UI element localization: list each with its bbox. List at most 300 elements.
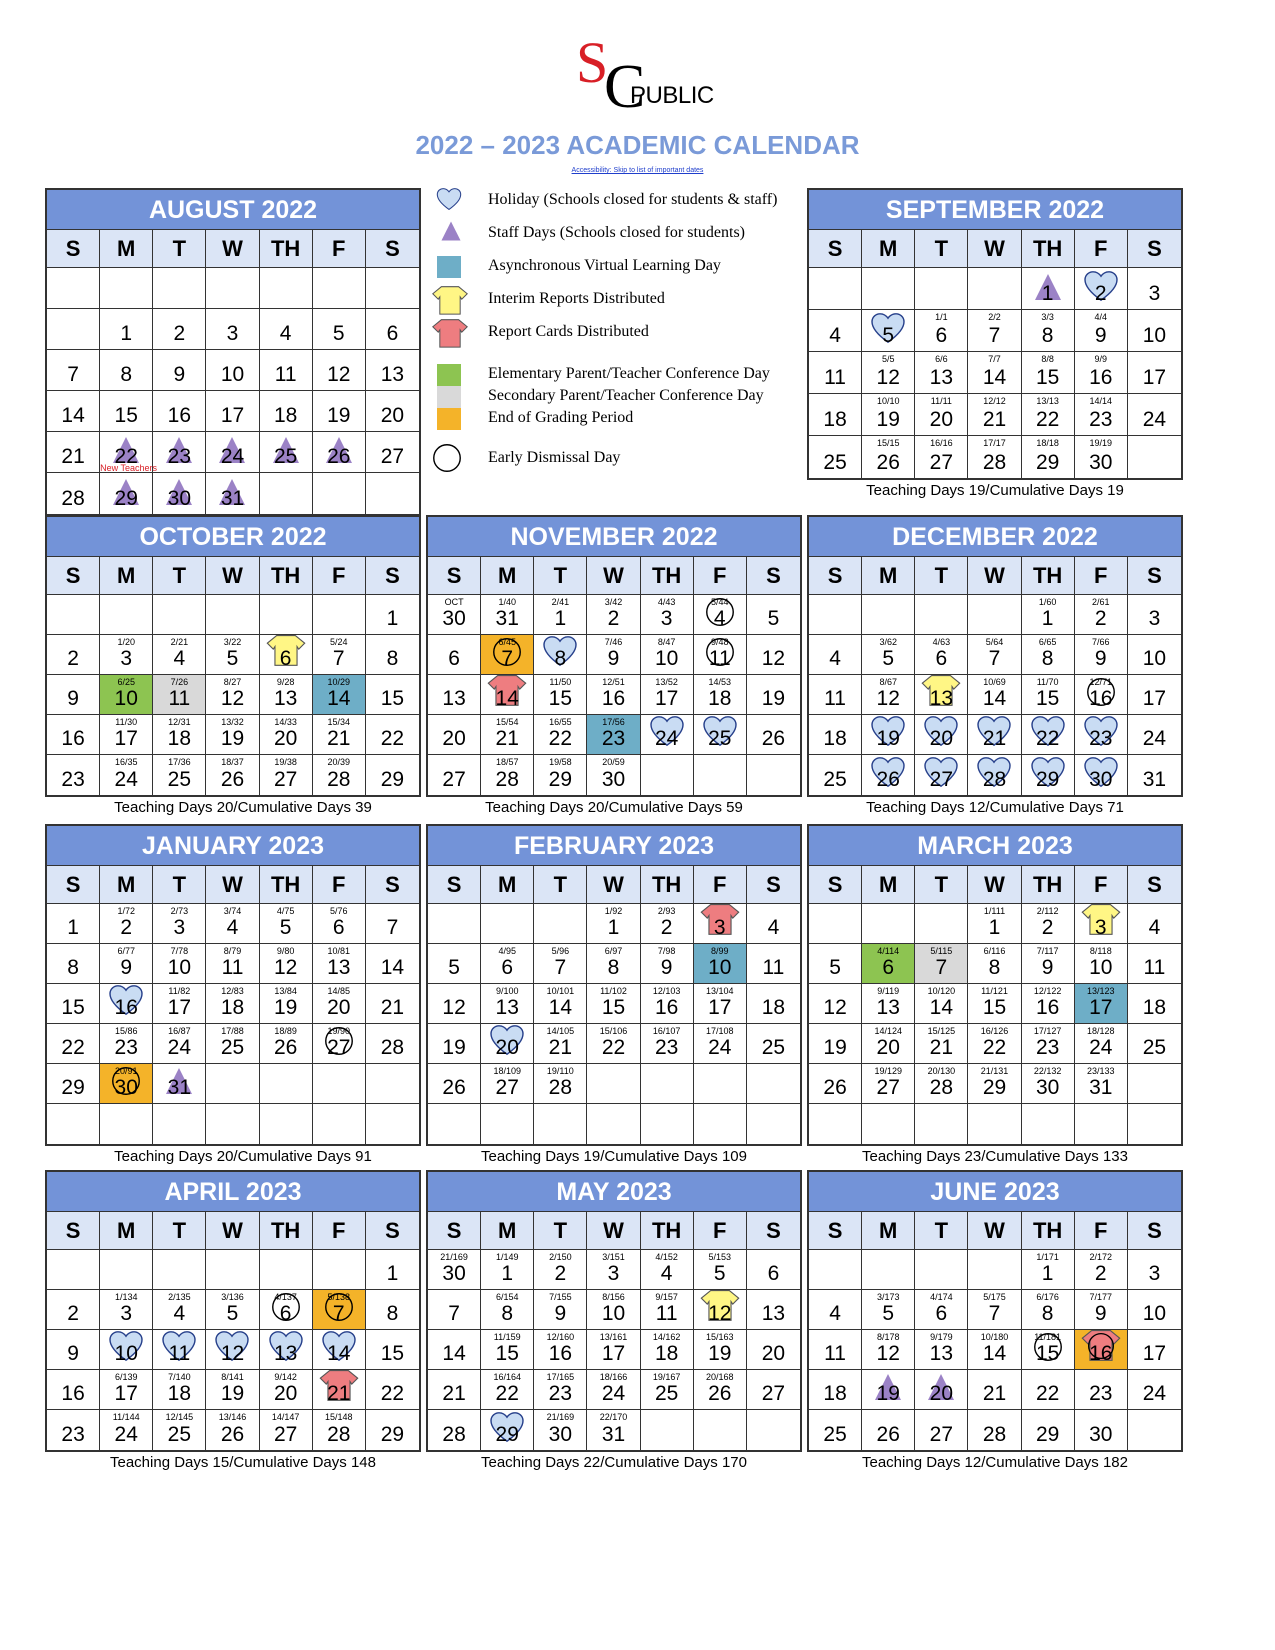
day-cell[interactable]: [1128, 1290, 1181, 1330]
day-cell[interactable]: [534, 1290, 587, 1330]
day-cell[interactable]: [100, 1330, 153, 1370]
day-cell[interactable]: [968, 352, 1021, 394]
day-cell[interactable]: [100, 715, 153, 755]
day-cell[interactable]: [1128, 944, 1181, 984]
day-cell[interactable]: [366, 904, 419, 944]
day-cell[interactable]: [206, 675, 259, 715]
day-cell[interactable]: [313, 432, 366, 473]
day-cell[interactable]: [1022, 352, 1075, 394]
day-cell[interactable]: [313, 1370, 366, 1410]
day-cell[interactable]: [366, 1250, 419, 1290]
day-cell[interactable]: [968, 1064, 1021, 1104]
day-cell[interactable]: [694, 944, 747, 984]
day-cell[interactable]: [366, 675, 419, 715]
day-cell[interactable]: [915, 1064, 968, 1104]
day-cell[interactable]: [968, 1024, 1021, 1064]
day-cell[interactable]: [968, 1290, 1021, 1330]
day-cell[interactable]: [641, 984, 694, 1024]
day-cell[interactable]: [1075, 635, 1128, 675]
day-cell[interactable]: [481, 595, 534, 635]
day-cell[interactable]: [915, 635, 968, 675]
day-cell[interactable]: [1128, 984, 1181, 1024]
day-cell[interactable]: [47, 635, 100, 675]
day-cell[interactable]: [809, 1410, 862, 1450]
day-cell[interactable]: [366, 1290, 419, 1330]
day-cell[interactable]: [260, 944, 313, 984]
day-cell[interactable]: [366, 944, 419, 984]
day-cell[interactable]: [100, 350, 153, 391]
day-cell[interactable]: [1075, 352, 1128, 394]
day-cell[interactable]: [1022, 1250, 1075, 1290]
day-cell[interactable]: [747, 635, 800, 675]
day-cell[interactable]: [694, 1330, 747, 1370]
day-cell[interactable]: [915, 1290, 968, 1330]
day-cell[interactable]: [481, 715, 534, 755]
day-cell[interactable]: [1075, 310, 1128, 352]
day-cell[interactable]: [862, 944, 915, 984]
day-cell[interactable]: [1022, 436, 1075, 478]
day-cell[interactable]: [260, 1024, 313, 1064]
day-cell[interactable]: [313, 350, 366, 391]
day-cell[interactable]: [862, 755, 915, 795]
day-cell[interactable]: [47, 391, 100, 432]
day-cell[interactable]: [481, 1330, 534, 1370]
day-cell[interactable]: [1075, 984, 1128, 1024]
day-cell[interactable]: [481, 984, 534, 1024]
day-cell[interactable]: [260, 1330, 313, 1370]
day-cell[interactable]: [587, 1330, 640, 1370]
day-cell[interactable]: [1022, 635, 1075, 675]
day-cell[interactable]: [862, 1330, 915, 1370]
day-cell[interactable]: [1022, 394, 1075, 436]
day-cell[interactable]: [968, 984, 1021, 1024]
day-cell[interactable]: [206, 391, 259, 432]
day-cell[interactable]: [313, 1290, 366, 1330]
day-cell[interactable]: [206, 309, 259, 350]
day-cell[interactable]: [206, 1370, 259, 1410]
day-cell[interactable]: [428, 1064, 481, 1104]
day-cell[interactable]: [153, 1370, 206, 1410]
day-cell[interactable]: [313, 391, 366, 432]
day-cell[interactable]: [481, 1290, 534, 1330]
day-cell[interactable]: [809, 635, 862, 675]
day-cell[interactable]: [809, 1370, 862, 1410]
day-cell[interactable]: [1075, 1290, 1128, 1330]
day-cell[interactable]: [694, 904, 747, 944]
day-cell[interactable]: [366, 1370, 419, 1410]
day-cell[interactable]: [534, 944, 587, 984]
day-cell[interactable]: [1022, 1410, 1075, 1450]
day-cell[interactable]: [260, 350, 313, 391]
day-cell[interactable]: [862, 1024, 915, 1064]
day-cell[interactable]: [206, 350, 259, 391]
day-cell[interactable]: [428, 595, 481, 635]
day-cell[interactable]: [534, 635, 587, 675]
day-cell[interactable]: [1022, 984, 1075, 1024]
day-cell[interactable]: [153, 675, 206, 715]
day-cell[interactable]: [862, 984, 915, 1024]
day-cell[interactable]: [862, 675, 915, 715]
day-cell[interactable]: [809, 310, 862, 352]
day-cell[interactable]: [1128, 1250, 1181, 1290]
day-cell[interactable]: [428, 1370, 481, 1410]
day-cell[interactable]: [100, 1410, 153, 1450]
day-cell[interactable]: [915, 394, 968, 436]
day-cell[interactable]: [862, 310, 915, 352]
day-cell[interactable]: [313, 1024, 366, 1064]
day-cell[interactable]: [206, 635, 259, 675]
day-cell[interactable]: [313, 715, 366, 755]
day-cell[interactable]: [100, 1064, 153, 1104]
day-cell[interactable]: [260, 904, 313, 944]
day-cell[interactable]: [862, 352, 915, 394]
day-cell[interactable]: [641, 1250, 694, 1290]
day-cell[interactable]: [1128, 635, 1181, 675]
day-cell[interactable]: [153, 755, 206, 795]
day-cell[interactable]: [366, 1024, 419, 1064]
day-cell[interactable]: [747, 904, 800, 944]
day-cell[interactable]: [481, 1064, 534, 1104]
day-cell[interactable]: [47, 1370, 100, 1410]
day-cell[interactable]: [153, 635, 206, 675]
day-cell[interactable]: [1022, 715, 1075, 755]
day-cell[interactable]: [587, 904, 640, 944]
day-cell[interactable]: [968, 310, 1021, 352]
day-cell[interactable]: [313, 904, 366, 944]
day-cell[interactable]: [641, 675, 694, 715]
accessibility-link[interactable]: Accessibility: Skip to list of important dates: [571, 167, 704, 174]
day-cell[interactable]: [481, 1410, 534, 1450]
day-cell[interactable]: [206, 755, 259, 795]
day-cell[interactable]: [809, 436, 862, 478]
day-cell[interactable]: [915, 1410, 968, 1450]
day-cell[interactable]: [153, 1024, 206, 1064]
day-cell[interactable]: [641, 595, 694, 635]
day-cell[interactable]: [366, 715, 419, 755]
day-cell[interactable]: [809, 1330, 862, 1370]
day-cell[interactable]: [1075, 394, 1128, 436]
day-cell[interactable]: [862, 394, 915, 436]
day-cell[interactable]: [481, 944, 534, 984]
day-cell[interactable]: [153, 715, 206, 755]
day-cell[interactable]: [915, 944, 968, 984]
day-cell[interactable]: [1022, 595, 1075, 635]
day-cell[interactable]: [1022, 1290, 1075, 1330]
day-cell[interactable]: [100, 473, 153, 514]
day-cell[interactable]: [809, 1024, 862, 1064]
day-cell[interactable]: [100, 984, 153, 1024]
day-cell[interactable]: [534, 715, 587, 755]
day-cell[interactable]: [862, 436, 915, 478]
day-cell[interactable]: [313, 675, 366, 715]
day-cell[interactable]: [534, 1370, 587, 1410]
day-cell[interactable]: [153, 473, 206, 514]
day-cell[interactable]: [428, 1250, 481, 1290]
day-cell[interactable]: [100, 755, 153, 795]
day-cell[interactable]: [47, 1024, 100, 1064]
day-cell[interactable]: [481, 1250, 534, 1290]
day-cell[interactable]: [47, 944, 100, 984]
day-cell[interactable]: [1075, 1250, 1128, 1290]
day-cell[interactable]: [862, 1370, 915, 1410]
day-cell[interactable]: [534, 1250, 587, 1290]
day-cell[interactable]: [1075, 1330, 1128, 1370]
day-cell[interactable]: [1022, 755, 1075, 795]
day-cell[interactable]: [534, 1064, 587, 1104]
day-cell[interactable]: [534, 675, 587, 715]
day-cell[interactable]: [915, 984, 968, 1024]
day-cell[interactable]: [428, 755, 481, 795]
day-cell[interactable]: [968, 675, 1021, 715]
day-cell[interactable]: [1128, 755, 1181, 795]
day-cell[interactable]: [1075, 436, 1128, 478]
day-cell[interactable]: [862, 1410, 915, 1450]
day-cell[interactable]: [968, 1410, 1021, 1450]
day-cell[interactable]: [1022, 675, 1075, 715]
day-cell[interactable]: [534, 755, 587, 795]
day-cell[interactable]: [47, 675, 100, 715]
day-cell[interactable]: [366, 391, 419, 432]
day-cell[interactable]: [47, 715, 100, 755]
day-cell[interactable]: [260, 635, 313, 675]
day-cell[interactable]: [206, 1330, 259, 1370]
day-cell[interactable]: [1128, 904, 1181, 944]
day-cell[interactable]: [694, 1290, 747, 1330]
day-cell[interactable]: [153, 904, 206, 944]
day-cell[interactable]: [694, 595, 747, 635]
day-cell[interactable]: [747, 715, 800, 755]
day-cell[interactable]: [100, 309, 153, 350]
day-cell[interactable]: [313, 984, 366, 1024]
day-cell[interactable]: [1075, 1410, 1128, 1450]
day-cell[interactable]: [481, 1024, 534, 1064]
day-cell[interactable]: [313, 635, 366, 675]
day-cell[interactable]: [747, 1370, 800, 1410]
day-cell[interactable]: [915, 715, 968, 755]
day-cell[interactable]: [313, 309, 366, 350]
day-cell[interactable]: [1022, 904, 1075, 944]
day-cell[interactable]: [641, 1370, 694, 1410]
day-cell[interactable]: [968, 436, 1021, 478]
day-cell[interactable]: [481, 635, 534, 675]
day-cell[interactable]: [47, 1290, 100, 1330]
day-cell[interactable]: [1022, 310, 1075, 352]
day-cell[interactable]: [641, 904, 694, 944]
day-cell[interactable]: [641, 635, 694, 675]
day-cell[interactable]: [587, 1024, 640, 1064]
day-cell[interactable]: [1128, 1330, 1181, 1370]
day-cell[interactable]: [968, 635, 1021, 675]
day-cell[interactable]: [428, 675, 481, 715]
day-cell[interactable]: [747, 1290, 800, 1330]
day-cell[interactable]: [587, 1250, 640, 1290]
day-cell[interactable]: [47, 755, 100, 795]
day-cell[interactable]: [481, 755, 534, 795]
day-cell[interactable]: [428, 635, 481, 675]
day-cell[interactable]: [915, 1330, 968, 1370]
day-cell[interactable]: [915, 352, 968, 394]
day-cell[interactable]: [915, 1370, 968, 1410]
day-cell[interactable]: [747, 944, 800, 984]
day-cell[interactable]: [260, 1410, 313, 1450]
day-cell[interactable]: [153, 1410, 206, 1450]
day-cell[interactable]: [100, 675, 153, 715]
day-cell[interactable]: [809, 715, 862, 755]
day-cell[interactable]: [641, 1330, 694, 1370]
day-cell[interactable]: [809, 675, 862, 715]
day-cell[interactable]: [1128, 310, 1181, 352]
day-cell[interactable]: [206, 473, 259, 514]
day-cell[interactable]: [534, 1024, 587, 1064]
day-cell[interactable]: [47, 984, 100, 1024]
day-cell[interactable]: [153, 944, 206, 984]
day-cell[interactable]: [206, 944, 259, 984]
day-cell[interactable]: [747, 675, 800, 715]
day-cell[interactable]: [747, 595, 800, 635]
day-cell[interactable]: [313, 944, 366, 984]
day-cell[interactable]: [534, 1410, 587, 1450]
day-cell[interactable]: [313, 1330, 366, 1370]
day-cell[interactable]: [968, 1330, 1021, 1370]
day-cell[interactable]: [862, 715, 915, 755]
day-cell[interactable]: [260, 984, 313, 1024]
day-cell[interactable]: [100, 391, 153, 432]
day-cell[interactable]: [47, 432, 100, 473]
day-cell[interactable]: [206, 1410, 259, 1450]
day-cell[interactable]: [428, 1290, 481, 1330]
day-cell[interactable]: [366, 984, 419, 1024]
day-cell[interactable]: [260, 715, 313, 755]
day-cell[interactable]: [968, 904, 1021, 944]
day-cell[interactable]: [206, 1290, 259, 1330]
day-cell[interactable]: [1128, 715, 1181, 755]
day-cell[interactable]: [915, 436, 968, 478]
day-cell[interactable]: [313, 755, 366, 795]
day-cell[interactable]: [366, 755, 419, 795]
day-cell[interactable]: [153, 391, 206, 432]
day-cell[interactable]: [694, 1250, 747, 1290]
day-cell[interactable]: [534, 984, 587, 1024]
day-cell[interactable]: [428, 715, 481, 755]
day-cell[interactable]: [100, 1024, 153, 1064]
day-cell[interactable]: [1075, 1024, 1128, 1064]
day-cell[interactable]: [47, 1410, 100, 1450]
day-cell[interactable]: [747, 984, 800, 1024]
day-cell[interactable]: [587, 1290, 640, 1330]
day-cell[interactable]: [1075, 715, 1128, 755]
day-cell[interactable]: [47, 1064, 100, 1104]
day-cell[interactable]: [862, 635, 915, 675]
day-cell[interactable]: [313, 1410, 366, 1450]
day-cell[interactable]: [1022, 1370, 1075, 1410]
day-cell[interactable]: [694, 1370, 747, 1410]
day-cell[interactable]: [153, 309, 206, 350]
day-cell[interactable]: [1128, 1370, 1181, 1410]
day-cell[interactable]: [153, 984, 206, 1024]
day-cell[interactable]: [206, 984, 259, 1024]
day-cell[interactable]: [260, 432, 313, 473]
day-cell[interactable]: [100, 1290, 153, 1330]
day-cell[interactable]: [809, 1290, 862, 1330]
day-cell[interactable]: [747, 1024, 800, 1064]
day-cell[interactable]: [587, 1370, 640, 1410]
day-cell[interactable]: [1075, 1064, 1128, 1104]
day-cell[interactable]: [153, 350, 206, 391]
day-cell[interactable]: [809, 352, 862, 394]
day-cell[interactable]: [428, 1410, 481, 1450]
day-cell[interactable]: [1128, 595, 1181, 635]
day-cell[interactable]: [968, 755, 1021, 795]
day-cell[interactable]: [1128, 1024, 1181, 1064]
day-cell[interactable]: [260, 1290, 313, 1330]
day-cell[interactable]: [1022, 1024, 1075, 1064]
day-cell[interactable]: [747, 1330, 800, 1370]
day-cell[interactable]: [100, 432, 158, 473]
day-cell[interactable]: [260, 755, 313, 795]
day-cell[interactable]: [100, 1370, 153, 1410]
day-cell[interactable]: [206, 1024, 259, 1064]
day-cell[interactable]: [915, 1024, 968, 1064]
day-cell[interactable]: [1075, 944, 1128, 984]
day-cell[interactable]: [366, 595, 419, 635]
day-cell[interactable]: [1022, 268, 1075, 310]
day-cell[interactable]: [1075, 755, 1128, 795]
day-cell[interactable]: [862, 1290, 915, 1330]
day-cell[interactable]: [260, 309, 313, 350]
day-cell[interactable]: [260, 391, 313, 432]
day-cell[interactable]: [1022, 1330, 1075, 1370]
day-cell[interactable]: [260, 675, 313, 715]
day-cell[interactable]: [1075, 268, 1128, 310]
day-cell[interactable]: [153, 1290, 206, 1330]
day-cell[interactable]: [968, 715, 1021, 755]
day-cell[interactable]: [1022, 944, 1075, 984]
day-cell[interactable]: [260, 1370, 313, 1410]
day-cell[interactable]: [968, 1370, 1021, 1410]
day-cell[interactable]: [809, 1064, 862, 1104]
day-cell[interactable]: [1128, 394, 1181, 436]
day-cell[interactable]: [428, 944, 481, 984]
day-cell[interactable]: [100, 944, 153, 984]
day-cell[interactable]: [428, 984, 481, 1024]
day-cell[interactable]: [809, 755, 862, 795]
day-cell[interactable]: [153, 1330, 206, 1370]
day-cell[interactable]: [428, 1330, 481, 1370]
day-cell[interactable]: [366, 350, 419, 391]
day-cell[interactable]: [587, 675, 640, 715]
day-cell[interactable]: [641, 1290, 694, 1330]
day-cell[interactable]: [862, 1064, 915, 1104]
day-cell[interactable]: [694, 984, 747, 1024]
day-cell[interactable]: [694, 715, 747, 755]
day-cell[interactable]: [206, 904, 259, 944]
day-cell[interactable]: [1075, 1370, 1128, 1410]
day-cell[interactable]: [809, 394, 862, 436]
day-cell[interactable]: [206, 715, 259, 755]
day-cell[interactable]: [481, 675, 534, 715]
day-cell[interactable]: [587, 755, 640, 795]
day-cell[interactable]: [534, 1330, 587, 1370]
day-cell[interactable]: [915, 310, 968, 352]
day-cell[interactable]: [809, 944, 862, 984]
day-cell[interactable]: [366, 432, 419, 473]
day-cell[interactable]: [641, 944, 694, 984]
day-cell[interactable]: [809, 984, 862, 1024]
day-cell[interactable]: [694, 1024, 747, 1064]
day-cell[interactable]: [968, 394, 1021, 436]
day-cell[interactable]: [153, 1064, 206, 1104]
day-cell[interactable]: [47, 350, 100, 391]
